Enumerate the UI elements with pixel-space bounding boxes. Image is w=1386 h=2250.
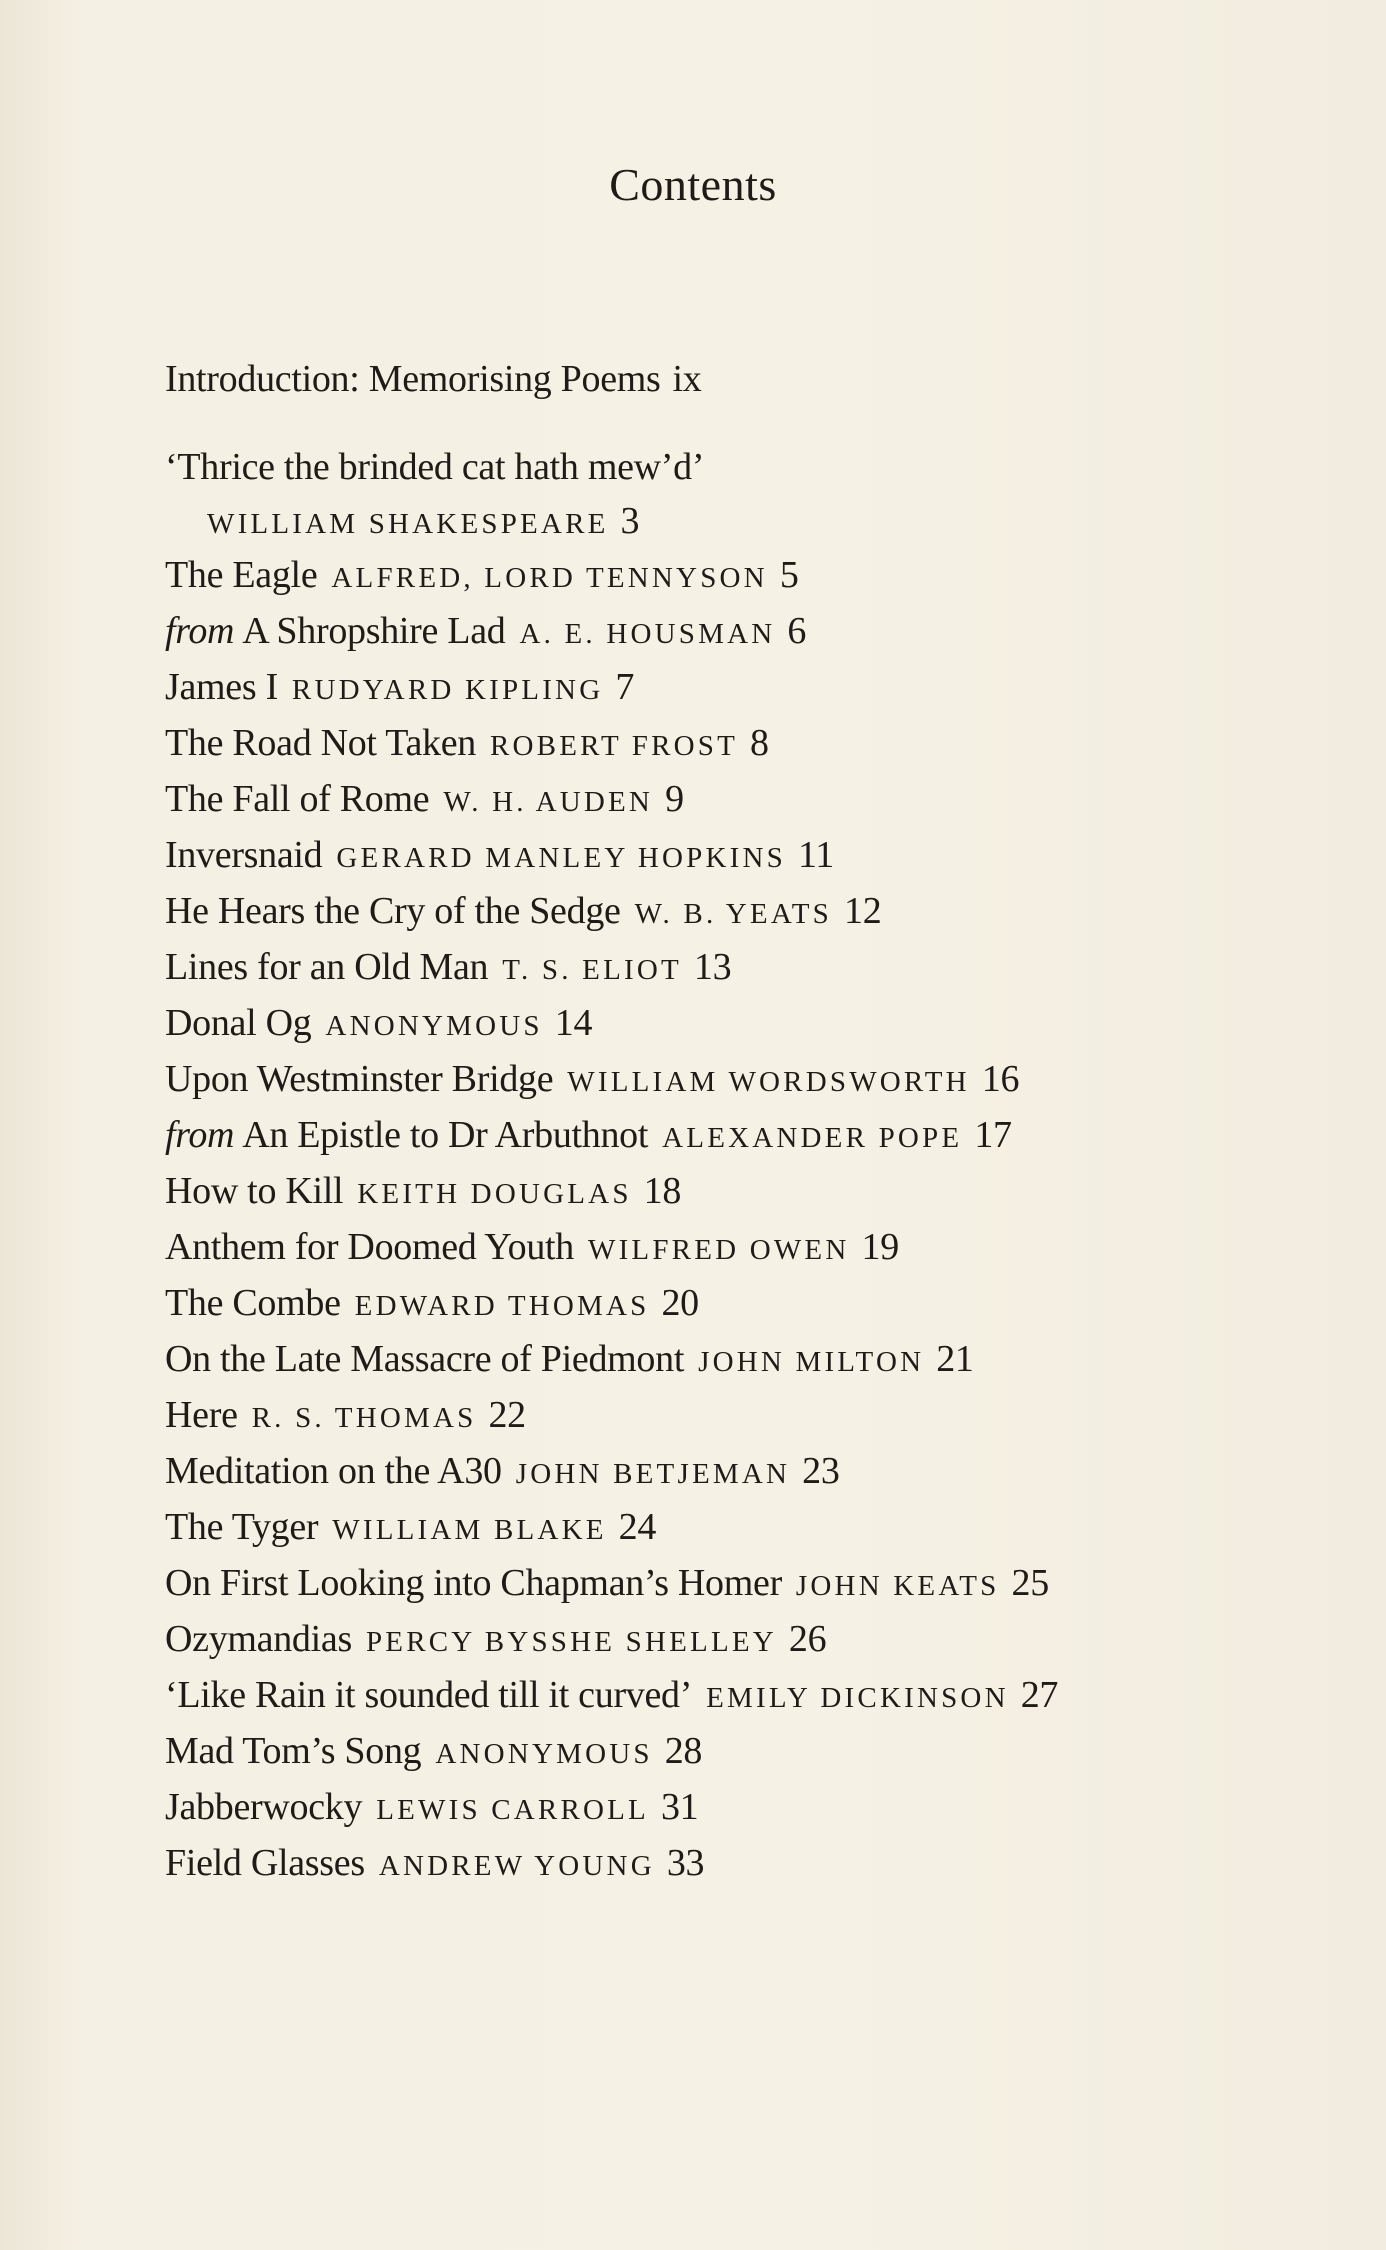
entry-author: WILLIAM BLAKE bbox=[332, 1514, 607, 1546]
toc-entry bbox=[165, 355, 702, 403]
toc-entry bbox=[165, 1503, 656, 1554]
entry-page: 9 bbox=[665, 778, 684, 820]
entry-title: Jabberwocky bbox=[165, 1786, 363, 1828]
entry-title: An Epistle to Dr Arbuthnot bbox=[242, 1114, 649, 1156]
toc-entry-continuation bbox=[207, 497, 639, 548]
entry-title: How to Kill bbox=[165, 1170, 344, 1212]
toc-entry bbox=[165, 1559, 1049, 1610]
toc-entry bbox=[165, 1447, 840, 1498]
entry-page: 27 bbox=[1020, 1674, 1059, 1716]
entry-prefix: from bbox=[165, 610, 235, 652]
toc-entry bbox=[165, 1055, 1019, 1106]
entry-author: ALEXANDER POPE bbox=[662, 1122, 963, 1154]
entry-title: He Hears the Cry of the Sedge bbox=[165, 890, 621, 932]
entry-title: Lines for an Old Man bbox=[165, 946, 489, 988]
toc-entry bbox=[165, 443, 704, 491]
entry-author: ANDREW YOUNG bbox=[378, 1850, 655, 1882]
toc-entry bbox=[165, 999, 592, 1050]
toc-entry bbox=[165, 887, 881, 938]
entry-title: Mad Tom’s Song bbox=[165, 1730, 422, 1772]
entry-page: 31 bbox=[660, 1786, 699, 1828]
entry-title: ‘Like Rain it sounded till it curved’ bbox=[165, 1674, 693, 1716]
entry-author: LEWIS CARROLL bbox=[376, 1794, 649, 1826]
entry-page: 22 bbox=[488, 1394, 526, 1436]
toc-entry bbox=[165, 1783, 698, 1834]
entry-author: A. E. HOUSMAN bbox=[519, 618, 776, 650]
entry-page: 12 bbox=[844, 890, 882, 932]
entry-title: The Road Not Taken bbox=[165, 722, 476, 764]
toc-entry bbox=[165, 1335, 974, 1386]
entry-page: 26 bbox=[788, 1618, 827, 1660]
entry-page: 19 bbox=[861, 1226, 899, 1268]
entry-author: ANONYMOUS bbox=[325, 1010, 543, 1042]
entry-author: JOHN KEATS bbox=[795, 1570, 1000, 1602]
entry-title: Here bbox=[165, 1394, 238, 1436]
entry-title: The Tyger bbox=[165, 1506, 319, 1548]
entry-title: ‘Thrice the brinded cat hath mew’d’ bbox=[165, 446, 705, 488]
entry-title: Inversnaid bbox=[165, 834, 323, 876]
entry-author: R. S. THOMAS bbox=[251, 1402, 477, 1434]
entry-author: ROBERT FROST bbox=[490, 730, 739, 762]
toc-entry bbox=[165, 943, 731, 994]
entry-prefix: from bbox=[165, 1114, 235, 1156]
toc-entry bbox=[165, 607, 806, 658]
entry-title: Meditation on the A30 bbox=[165, 1450, 502, 1492]
entry-author: KEITH DOUGLAS bbox=[357, 1178, 632, 1210]
entry-title: Upon Westminster Bridge bbox=[165, 1058, 554, 1100]
toc-entry bbox=[165, 663, 634, 714]
entry-page: 11 bbox=[797, 834, 834, 876]
toc-entry bbox=[165, 1391, 526, 1442]
entry-page: 20 bbox=[661, 1282, 699, 1324]
entry-title: Ozymandias bbox=[165, 1618, 352, 1660]
toc-entry bbox=[165, 1111, 1012, 1162]
entry-title: Field Glasses bbox=[165, 1842, 365, 1884]
entry-page: 7 bbox=[615, 666, 635, 708]
entry-title: Donal Og bbox=[165, 1002, 312, 1044]
entry-author: JOHN BETJEMAN bbox=[515, 1458, 791, 1490]
entry-author: WILFRED OWEN bbox=[588, 1234, 850, 1266]
entry-page: ix bbox=[672, 358, 702, 400]
entry-title: On the Late Massacre of Piedmont bbox=[165, 1338, 685, 1380]
entry-page: 13 bbox=[693, 946, 732, 988]
toc-entry bbox=[165, 1223, 899, 1274]
entry-title: A Shropshire Lad bbox=[242, 610, 506, 652]
entry-author: WILLIAM WORDSWORTH bbox=[567, 1066, 970, 1098]
entry-title: The Fall of Rome bbox=[165, 778, 430, 820]
toc-entry bbox=[165, 1615, 826, 1666]
entry-title: James I bbox=[165, 666, 278, 708]
toc-entry bbox=[165, 831, 834, 882]
entry-author: ANONYMOUS bbox=[435, 1738, 653, 1770]
entry-page: 5 bbox=[779, 554, 799, 596]
entry-page: 24 bbox=[618, 1506, 657, 1548]
toc-entry bbox=[165, 551, 799, 602]
entry-title: Introduction: Memorising Poems bbox=[165, 358, 661, 400]
entry-author: PERCY BYSSHE SHELLEY bbox=[365, 1626, 777, 1658]
entry-page: 18 bbox=[643, 1170, 682, 1212]
entry-author: ALFRED, LORD TENNYSON bbox=[331, 562, 768, 594]
toc-entry bbox=[165, 1671, 1058, 1722]
entry-page: 21 bbox=[936, 1338, 974, 1380]
entry-author: EDWARD THOMAS bbox=[354, 1290, 650, 1322]
entry-page: 3 bbox=[620, 500, 640, 542]
entry-page: 6 bbox=[787, 610, 807, 652]
toc-entry bbox=[165, 1727, 702, 1778]
page-title: Contents bbox=[609, 159, 777, 210]
entry-author: JOHN MILTON bbox=[698, 1346, 925, 1378]
entry-page: 23 bbox=[802, 1450, 840, 1492]
entry-page: 14 bbox=[554, 1002, 593, 1044]
entry-author: W. B. YEATS bbox=[634, 898, 833, 930]
entry-page: 16 bbox=[981, 1058, 1020, 1100]
entry-author: EMILY DICKINSON bbox=[706, 1682, 1009, 1714]
toc-entry bbox=[165, 1839, 704, 1890]
toc-entry bbox=[165, 1279, 699, 1330]
toc-entry bbox=[165, 775, 684, 826]
toc-entry bbox=[165, 719, 769, 770]
entry-author: RUDYARD KIPLING bbox=[291, 674, 604, 706]
toc-entry bbox=[165, 1167, 681, 1218]
entry-title: The Eagle bbox=[165, 554, 318, 596]
entry-page: 33 bbox=[666, 1842, 705, 1884]
entry-title: On First Looking into Chapman’s Homer bbox=[165, 1562, 782, 1604]
entry-title: The Combe bbox=[165, 1282, 341, 1324]
entry-author: W. H. AUDEN bbox=[443, 786, 654, 818]
entry-page: 28 bbox=[664, 1730, 703, 1772]
entry-author: T. S. ELIOT bbox=[502, 954, 682, 986]
entry-page: 17 bbox=[974, 1114, 1012, 1156]
entry-author: GERARD MANLEY HOPKINS bbox=[336, 842, 786, 874]
entry-page: 25 bbox=[1011, 1562, 1049, 1604]
entry-page: 8 bbox=[750, 722, 769, 764]
entry-author: WILLIAM SHAKESPEARE bbox=[207, 508, 609, 540]
entry-title: Anthem for Doomed Youth bbox=[165, 1226, 574, 1268]
